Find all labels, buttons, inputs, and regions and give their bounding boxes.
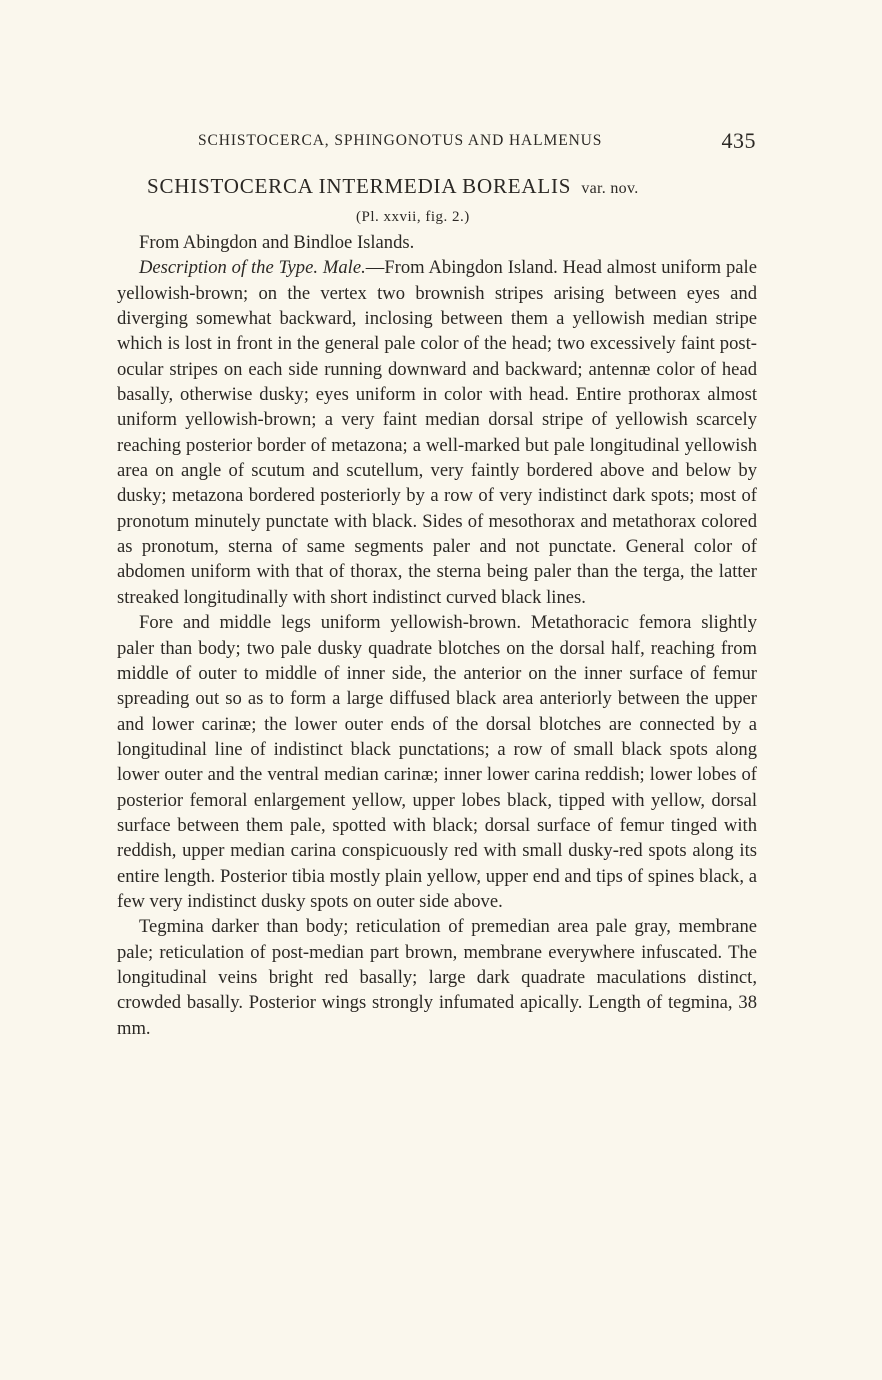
article-title <box>147 174 639 199</box>
description-text: —From Abingdon Island. Head almost uniform pale yellowish-brown; on the vertex two brownish stripes arising between eyes and diverging somewhat backward, inclosing between them a yellowish median stripe which is lost in front in the general pale color of the head; two excessively faint post-ocular stripes on each side running downward and backward; antennæ color of head basally, otherwise dusky; eyes uniform in color with head. Entire prothorax almost uniform yellowish-brown; a very faint median dorsal stripe of yellowish scarcely reaching posterior border of metazona; a well-marked but pale longitudinal yellowish area on angle of scutum and scutellum, very faintly bordered above and below by dusky; metazona bordered posteriorly by a row of very indistinct dark spots; most of pronotum minutely punctate with black. Sides of mesothorax and metathorax colored as pronotum, sterna of same segments paler and not punctate. General color of abdomen uniform with that of thorax, the sterna being paler than the terga, the latter streaked longitudinally with short indistinct curved black lines. <box>117 257 757 608</box>
tegmina-paragraph: Tegmina darker than body; reticulation of premedian area pale gray, membrane pale; reticulation of post-median part brown, membrane everywhere infuscated. The longitudinal veins bright red basally; large dark quadrate maculations distinct, crowded basally. Posterior wings strongly infumated apically. Length of tegmina, 38 mm. <box>117 916 757 1039</box>
running-head <box>198 130 756 156</box>
description-paragraph <box>117 255 757 610</box>
running-head-title: SCHISTOCERCA, SPHINGONOTUS AND HALMENUS <box>198 132 603 149</box>
legs-paragraph: Fore and middle legs uniform yellowish-brown. Metathoracic femora slightly paler than body; two pale dusky quadrate blotches on the dorsal half, reaching from middle of outer to middle of inner side, the anterior on the inner surface of femur spreading out so as to form a large diffused black area anteriorly between the upper and lower carinæ; the lower outer ends of the dorsal blotches are connected by a longitudinal line of indistinct black punctations; a row of small black spots along lower outer and the ventral median carinæ; inner lower carina reddish; lower lobes of posterior femoral enlargement yellow, upper lobes black, tipped with yellow, dorsal surface between them pale, spotted with black; dorsal surface of femur tinged with reddish, upper median carina conspicuously red with small dusky-red spots along its entire length. Posterior tibia mostly plain yellow, upper end and tips of spines black, a few very indistinct dusky spots on outer side above. <box>117 612 757 912</box>
species-name: SCHISTOCERCA INTERMEDIA BOREALIS <box>147 174 572 198</box>
plate-reference: (Pl. xxvii, fig. 2.) <box>356 209 470 225</box>
page-number: 435 <box>721 128 756 153</box>
body-text <box>117 230 757 1041</box>
sex-label: Male. <box>322 257 366 279</box>
locality-paragraph: From Abingdon and Bindloe Islands. <box>139 232 415 253</box>
description-heading: Description of the Type. <box>139 257 318 279</box>
variety-label: var. nov. <box>581 180 639 197</box>
